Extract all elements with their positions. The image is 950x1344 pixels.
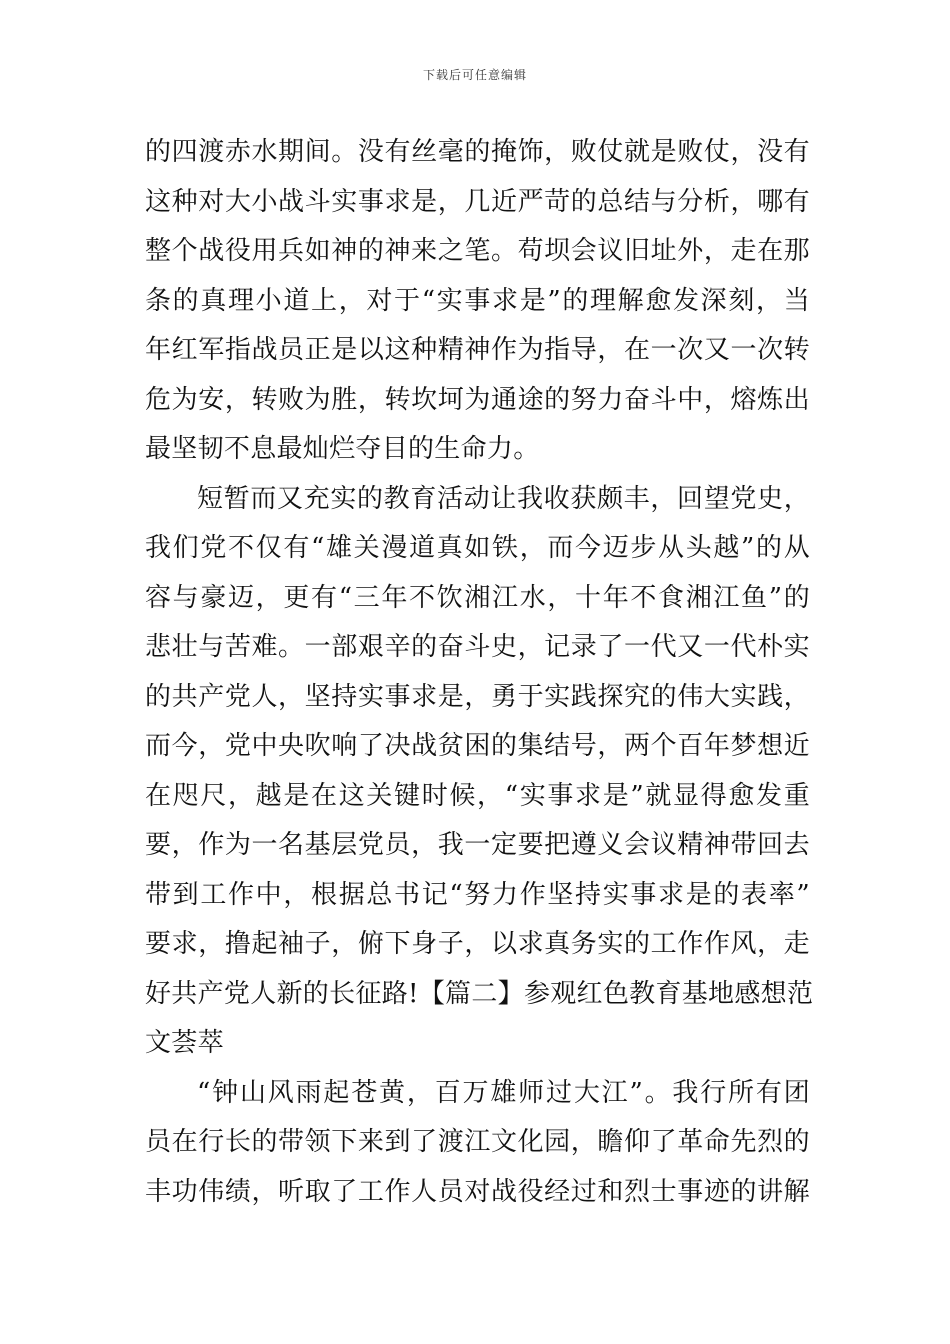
- paragraph-3: [145, 1069, 810, 1218]
- text-line: 在咫尺，越是在这关键时候，“实事求是”就显得愈发重: [145, 780, 810, 811]
- text-line: 的共产党人，坚持实事求是，勇于实践探究的伟大实践，: [145, 681, 810, 712]
- text-line: 条的真理小道上，对于“实事求是”的理解愈发深刻，当: [145, 285, 810, 316]
- text-line: 好共产党人新的长征路!【篇二】参观红色教育基地感想范: [145, 978, 814, 1009]
- text-line: 这种对大小战斗实事求是，几近严苛的总结与分析，哪有: [145, 186, 810, 217]
- text-line: 整个战役用兵如神的神来之笔。苟坝会议旧址外，走在那: [145, 236, 810, 266]
- text-line: 要求，撸起袖子，俯下身子，以求真务实的工作作风，走: [145, 929, 810, 959]
- text-line: 文荟萃: [145, 1028, 224, 1058]
- text-line: 的四渡赤水期间。没有丝毫的掩饰，败仗就是败仗，没有: [145, 137, 810, 167]
- text-line: 悲壮与苦难。一部艰辛的奋斗史，记录了一代又一代朴实: [145, 632, 810, 662]
- text-line: 而今，党中央吹响了决战贫困的集结号，两个百年梦想近: [145, 731, 810, 761]
- text-line: 短暂而又充实的教育活动让我收获颇丰，回望党史，: [197, 483, 810, 514]
- page-header: 下载后可任意编辑: [422, 68, 527, 82]
- document-body: [145, 128, 814, 1217]
- paragraph-2: [145, 475, 814, 1069]
- text-line: 带到工作中，根据总书记“努力作坚持实事求是的表率”: [145, 879, 810, 910]
- text-line: 我们党不仅有“雄关漫道真如铁，而今迈步从头越”的从: [145, 533, 810, 563]
- paragraph-1: [145, 128, 810, 475]
- text-line: 危为安，转败为胜，转坎坷为通途的努力奋斗中，熔炼出: [145, 384, 810, 415]
- text-line: 容与豪迈，更有“三年不饮湘江水，十年不食湘江鱼”的: [145, 582, 810, 613]
- text-line: 年红军指战员正是以这种精神作为指导，在一次又一次转: [145, 335, 810, 365]
- text-line: “钟山风雨起苍黄，百万雄师过大江”。我行所有团: [197, 1077, 810, 1108]
- text-line: 员在行长的带领下来到了渡江文化园，瞻仰了革命先烈的: [145, 1127, 810, 1157]
- text-line: 要，作为一名基层党员，我一定要把遵义会议精神带回去: [145, 830, 810, 860]
- text-line: 丰功伟绩，听取了工作人员对战役经过和烈士事迹的讲解: [145, 1176, 810, 1207]
- text-line: 最坚韧不息最灿烂夺目的生命力。: [145, 434, 540, 464]
